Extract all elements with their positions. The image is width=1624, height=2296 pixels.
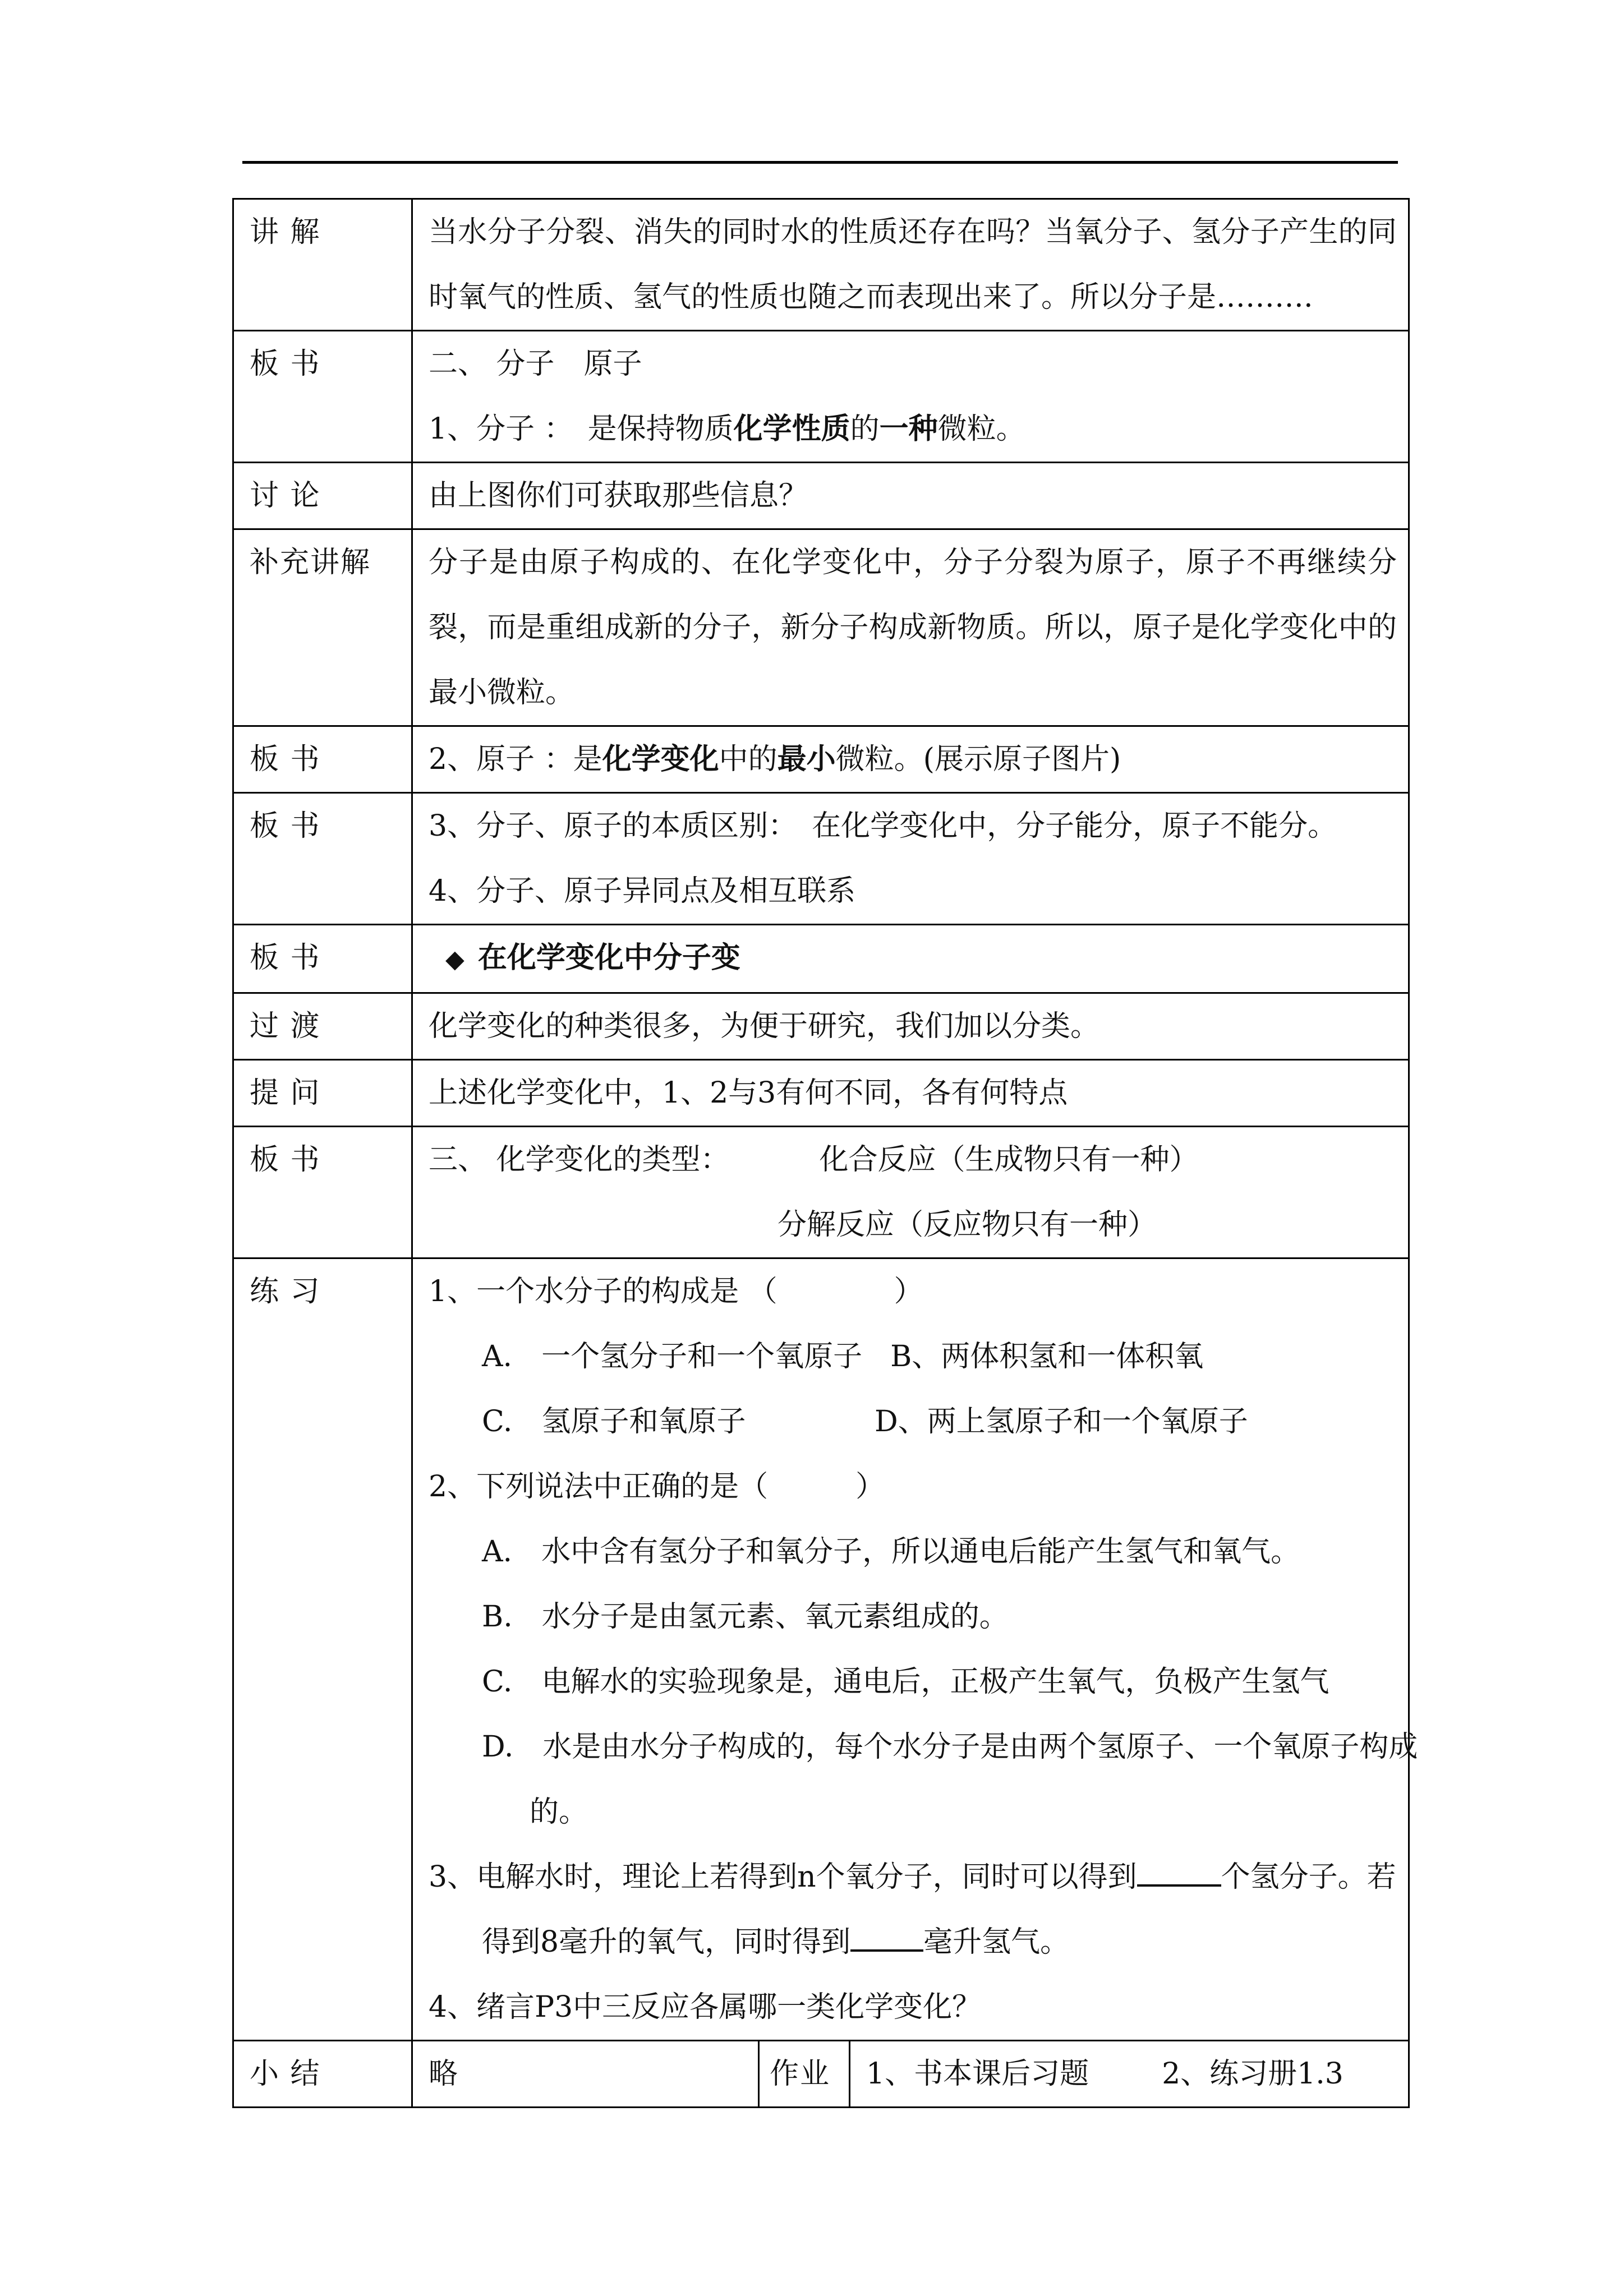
- row-content: [412, 1060, 1409, 1127]
- decomposition-line: 分解反应（反应物只有一种）: [778, 1208, 1157, 1242]
- essential-difference: 3、分子、原子的本质区别： 在化学变化中，分子能分，原子不能分。: [429, 809, 1337, 843]
- table-row: [233, 199, 1409, 331]
- question-text: 上述化学变化中，1、2与3有何不同，各有何特点: [429, 1076, 1068, 1110]
- bold-text: 在化学变化中分子变: [477, 940, 740, 975]
- homework-content: [850, 2041, 1409, 2108]
- homework-item: 2、练习册1.3: [1162, 2057, 1344, 2091]
- option-b: B、两体积氢和一体积氧: [890, 1340, 1204, 1373]
- table-row: [233, 2041, 1409, 2108]
- row-content: [412, 1258, 1418, 2041]
- text-segment: 微粒。: [937, 412, 1025, 446]
- row-label: 板 书: [233, 1127, 412, 1258]
- text-segment: 微粒。(展示原子图片): [835, 743, 1121, 776]
- table-row: [233, 793, 1409, 925]
- row-content: [412, 331, 1409, 463]
- explanation-text: 当水分子分裂、消失的同时水的性质还存在吗？当氧分子、氢分子产生的同时氧气的性质、氢气的性质也随之而表现出来了。所以分子是……….: [429, 215, 1397, 314]
- bold-text: 化学性质: [733, 412, 850, 446]
- row-content: [412, 1127, 1409, 1258]
- reaction-types-line: [429, 1127, 1397, 1192]
- text-segment: 中的: [719, 743, 778, 776]
- discussion-text: 由上图你们可获取那些信息？: [429, 479, 808, 513]
- text-segment: 三、 化学变化的类型：: [429, 1143, 730, 1177]
- option-b: B. 水分子是由氢元素、氧元素组成的。: [482, 1600, 1009, 1634]
- row-content: [412, 993, 1409, 1060]
- bold-text: 最小: [777, 742, 836, 776]
- board-point: [429, 925, 1397, 992]
- homework-label: 作业: [759, 2041, 850, 2108]
- text-segment: 3、电解水时，理论上若得到n个氧分子，同时可以得到: [429, 1860, 1137, 1894]
- option-d-continued: 的。: [530, 1795, 588, 1829]
- row-content: [412, 199, 1409, 331]
- exercise-question-3: [429, 1845, 1397, 1910]
- exercise-question-4: 4、绪言P3中三反应各属哪一类化学变化？: [429, 1990, 982, 2024]
- exercise-options-row: [429, 1389, 1397, 1454]
- option-a: A. 水中含有氢分子和氧分子，所以通电后能产生氢气和氧气。: [482, 1535, 1300, 1569]
- row-label: 板 书: [233, 331, 412, 463]
- row-content: [412, 925, 1409, 993]
- text-segment: 毫升氢气。: [923, 1925, 1070, 1959]
- option-a: A. 一个氢分子和一个氧原子: [482, 1340, 863, 1373]
- row-label: 提 问: [233, 1060, 412, 1127]
- row-content: [412, 463, 1409, 529]
- option-d: D. 水是由水分子构成的，每个水分子是由两个氢原子、一个氧原子构成: [482, 1730, 1418, 1764]
- diamond-bullet-icon: ◆: [445, 945, 464, 974]
- table-row: [233, 993, 1409, 1060]
- text-segment: 化合反应（生成物只有一种）: [819, 1143, 1199, 1177]
- table-row: [233, 1127, 1409, 1258]
- homework-item: 1、书本课后习题: [866, 2057, 1089, 2091]
- table-row: [233, 726, 1409, 793]
- answer-blank: [850, 1926, 923, 1952]
- row-label: 补充讲解: [233, 529, 412, 726]
- text-segment: 得到8毫升的氧气，同时得到: [482, 1925, 851, 1959]
- table-row: [233, 331, 1409, 463]
- table-row: [233, 925, 1409, 993]
- row-content: [412, 529, 1409, 726]
- transition-text: 化学变化的种类很多，为便于研究，我们加以分类。: [429, 1009, 1100, 1043]
- option-c: C. 氢原子和氧原子: [482, 1405, 746, 1439]
- answer-blank: [1137, 1861, 1221, 1887]
- exercise-options-row: [429, 1324, 1397, 1389]
- exercise-question-1: 1、一个水分子的构成是 （ ）: [429, 1275, 923, 1308]
- table-row: [233, 463, 1409, 529]
- homework-items: [866, 2041, 1397, 2106]
- bold-text: 化学变化: [602, 742, 719, 776]
- row-content: [412, 793, 1409, 925]
- supplement-text: 分子是由原子构成的、在化学变化中，分子分裂为原子，原子不再继续分裂，而是重组成新的分子，新分子构成新物质。所以，原子是化学变化中的最小微粒。: [429, 546, 1397, 709]
- similarities-line: 4、分子、原子异同点及相互联系: [429, 874, 856, 908]
- table-row: [233, 529, 1409, 726]
- row-label: 小 结: [233, 2041, 412, 2108]
- atom-definition: [429, 727, 1397, 792]
- text-segment: 个氢分子。若: [1221, 1860, 1396, 1894]
- row-label: 板 书: [233, 925, 412, 993]
- row-label: 练 习: [233, 1258, 412, 2041]
- board-heading: 二、 分子 原子: [429, 347, 642, 381]
- exercise-question-2: 2、下列说法中正确的是（ ）: [429, 1470, 885, 1504]
- row-label: 过 渡: [233, 993, 412, 1060]
- text-segment: 2、原子 ：是: [429, 743, 602, 776]
- summary-value: 略: [412, 2041, 759, 2108]
- exercise-question-3-continued: [429, 1910, 1397, 1975]
- option-c: C. 电解水的实验现象是，通电后，正极产生氧气，负极产生氢气: [482, 1665, 1329, 1699]
- table-row: [233, 1060, 1409, 1127]
- row-label: 讲 解: [233, 199, 412, 331]
- text-segment: 的: [850, 412, 880, 446]
- row-label: 板 书: [233, 793, 412, 925]
- molecule-definition: [429, 397, 1397, 462]
- table-row: [233, 1258, 1409, 2041]
- row-label: 板 书: [233, 726, 412, 793]
- text-segment: 1、分子 ： 是保持物质: [429, 412, 734, 446]
- bold-text: 一种: [879, 412, 938, 446]
- option-d: D、两上氢原子和一个氧原子: [875, 1405, 1248, 1439]
- lesson-plan-table: [232, 198, 1418, 2108]
- header-rule: [242, 161, 1398, 164]
- row-label: 讨 论: [233, 463, 412, 529]
- row-content: [412, 726, 1409, 793]
